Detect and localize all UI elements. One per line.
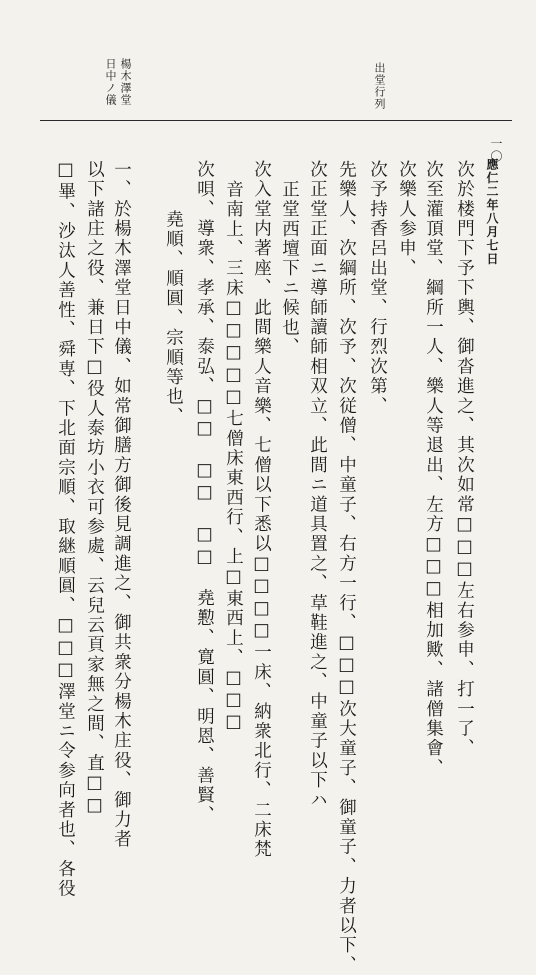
header-rule	[40, 120, 512, 121]
page-number: 一〇	[489, 137, 503, 163]
text-column-13: 以下諸庄之役、兼日下□役人泰坊小衣可参處、云兒云頁家無之間、直□□	[84, 160, 105, 818]
text-column-1: 次於楼門下予下輿、御沓進之、其次如常□□□左右参申、打一了、	[454, 160, 475, 759]
text-column-2: 次至灌頂堂、綱所一人、樂人等退出、左方□□□相加歟、諸僧集會、	[423, 160, 444, 779]
text-column-12: 一、於楊木澤堂日中儀、如常御膳方御後見調進之、御共衆分楊木庄役、御力者	[111, 160, 132, 850]
text-column-9: 音南上、三床□□□□□七僧床東西行、上□東西上、□□□	[223, 180, 244, 735]
section-title: 出堂行列	[373, 62, 386, 110]
entry-date: 應仁二年八月七日	[485, 158, 499, 266]
text-column-10: 次唄、導衆、孝承、泰弘、□□ □□ □□ 堯懃、寛圓、明恩、善賢、	[194, 160, 215, 826]
text-column-4: 次予持香呂出堂、行烈次第、	[367, 160, 388, 417]
collection-subtitle: 日中ノ儀	[104, 58, 117, 106]
text-column-8: 次入堂内著座、此間樂人音樂、七僧以下悉以□□□□一床、納衆北行、二床梵	[251, 160, 272, 860]
collection-title: 楊木澤堂	[119, 58, 132, 106]
text-column-5: 先樂人、次綱所、次予、次従僧、中童子、右方一行、□□□次大童子、御童子、力者以下、	[336, 160, 357, 975]
text-column-6: 次正堂正面ニ導師讀師相双立、此間ニ道具置之、草鞋進之、中童子以下ハ	[307, 160, 328, 811]
text-column-3: 次樂人参申、	[396, 160, 417, 279]
text-column-14: □畢、沙汰人善性、舜専、下北面宗順、取継順圓、□□□澤堂ニ令参向者也、各役	[55, 160, 76, 899]
text-column-11: 堯順、順圓、宗順等也、	[163, 210, 184, 427]
text-column-7: 正堂西壇下ニ候也、	[279, 180, 300, 358]
